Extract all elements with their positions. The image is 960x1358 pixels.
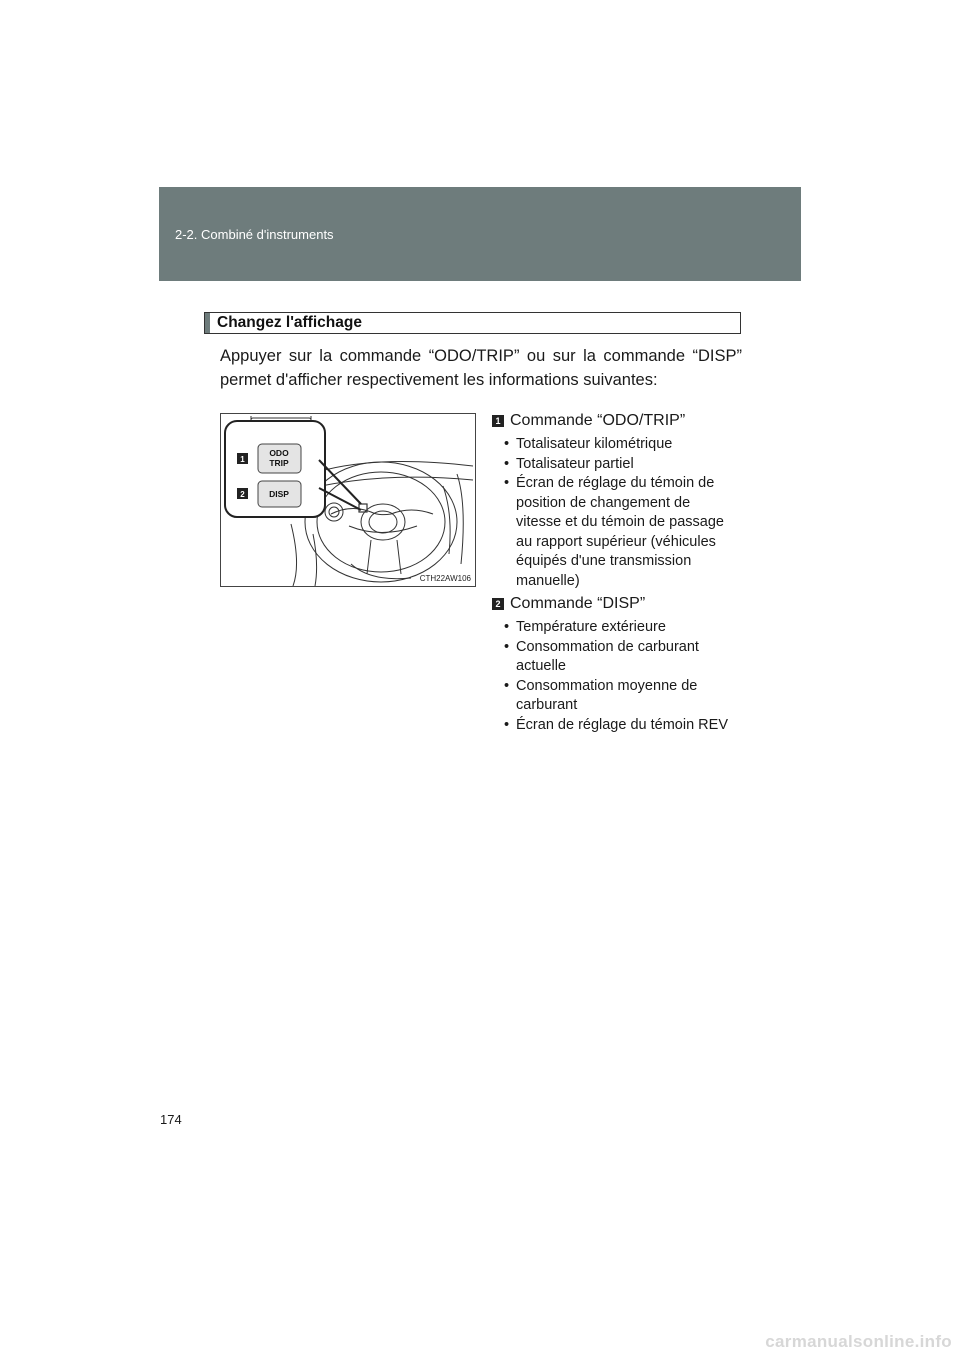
section-title: Changez l'affichage: [217, 314, 362, 331]
section-heading-box: [204, 312, 741, 334]
item-number-badge: 2: [492, 598, 504, 610]
bullet-continuation: au rapport supérieur (véhicules: [516, 533, 716, 550]
item-odo-trip: [492, 410, 752, 591]
bullet-item: • Consommation de carburant: [504, 638, 752, 658]
intro-paragraph: [220, 344, 742, 392]
odo-trip-button-label-line1: ODO: [269, 448, 289, 458]
callout-1-number: 1: [240, 455, 245, 464]
bullet-item: • Écran de réglage du témoin de: [504, 474, 752, 494]
chapter-breadcrumb: 2-2. Combiné d'instruments: [175, 227, 334, 242]
bullet-continuation: vitesse et du témoin de passage: [516, 514, 724, 530]
disp-bullet-list: [504, 618, 752, 735]
item-number-badge: 1: [492, 415, 504, 427]
bullet-continuation: position de changement de: [516, 494, 691, 511]
section-heading-accent: [205, 313, 210, 333]
callout-2-number: 2: [240, 490, 245, 499]
intro-line-1: Appuyer sur la commande “ODO/TRIP” ou sur la commande “DISP”: [220, 347, 742, 365]
figure-code: CTH22AW106: [419, 574, 471, 583]
bullet-item: • Totalisateur kilométrique: [504, 435, 752, 455]
bullet-item: • Température extérieure: [504, 618, 752, 638]
bullet-item: • Écran de réglage du témoin REV: [504, 716, 752, 736]
item-title: Commande “ODO/TRIP”: [510, 412, 686, 429]
bullet-item: • Consommation moyenne de: [504, 677, 752, 697]
steering-wheel-illustration: [220, 413, 476, 587]
odo-trip-button-label-line2: TRIP: [269, 458, 289, 468]
item-disp: [492, 593, 752, 735]
bullet-item: • Totalisateur partiel: [504, 455, 752, 475]
bullet-continuation: carburant: [516, 697, 578, 713]
intro-line-2: permet d'afficher respectivement les informations suivantes:: [220, 371, 658, 389]
watermark-logo: carmanualsonline.info: [765, 1332, 952, 1351]
disp-button-label: DISP: [269, 489, 289, 499]
bullet-continuation: actuelle: [516, 658, 566, 674]
item-title: Commande “DISP”: [510, 595, 646, 612]
bullet-continuation: équipés d'une transmission: [516, 553, 692, 569]
chapter-header-band: [159, 187, 801, 281]
steering-wheel-drawing: [221, 414, 476, 587]
page-number: 174: [160, 1112, 182, 1127]
odo-trip-bullet-list: [504, 435, 752, 591]
bullet-continuation: manuelle): [516, 572, 580, 589]
switch-descriptions: [492, 410, 752, 735]
